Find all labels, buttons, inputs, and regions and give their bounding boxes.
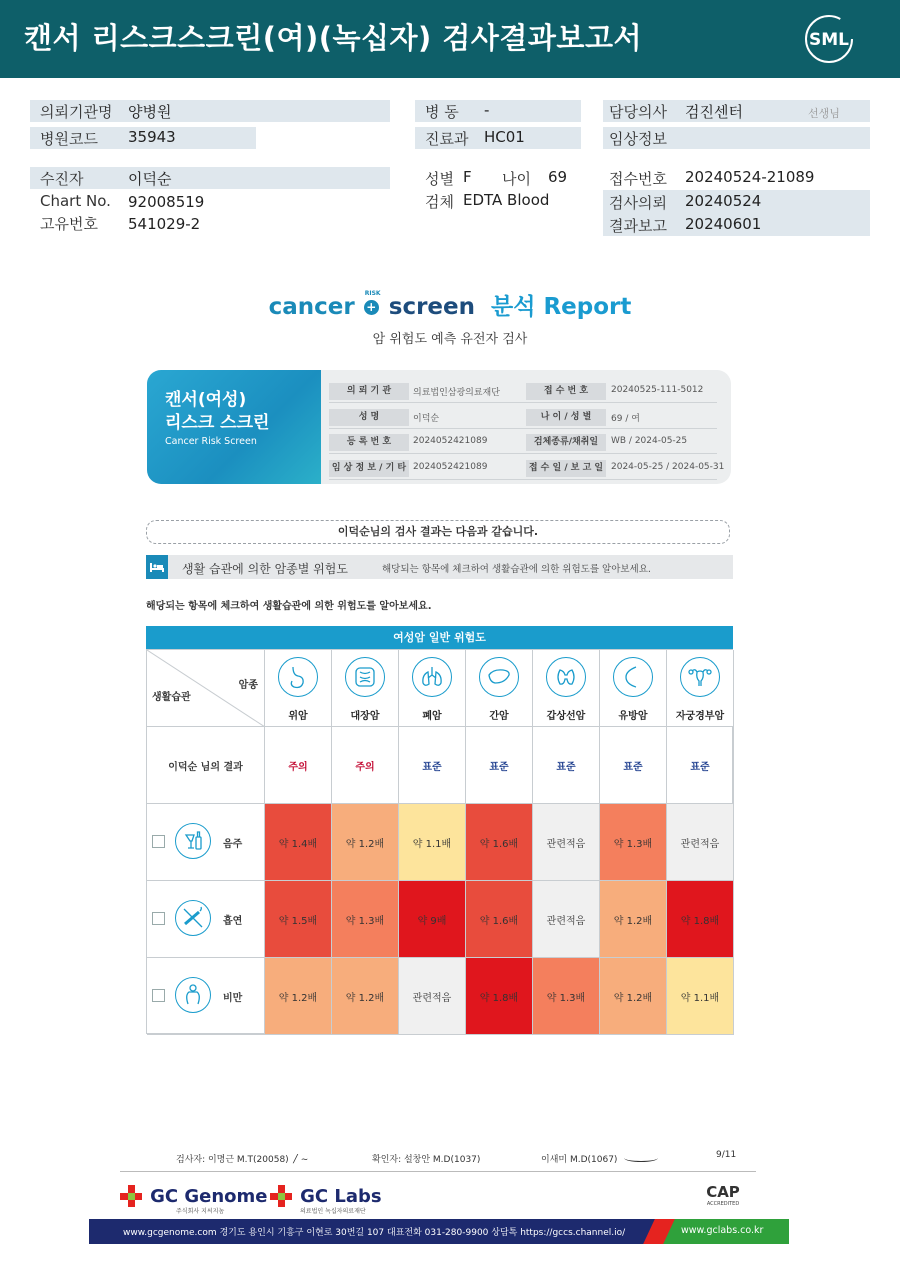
hospital-code-value: 35943 xyxy=(128,128,176,146)
plus-icon: + xyxy=(364,300,379,315)
habit-checkbox[interactable] xyxy=(152,912,165,925)
risk-cell xyxy=(332,804,399,881)
confirmer2-signature xyxy=(541,1152,658,1165)
report-title: 캔서 리스크스크린(여)(녹십자) 검사결과보고서 xyxy=(24,21,642,55)
risk-value: 약 1.6배 xyxy=(479,838,519,850)
ward-label: 병 동 xyxy=(425,103,459,121)
card-value: 이덕순 xyxy=(413,413,440,424)
page-number: 9/11 xyxy=(716,1150,737,1160)
age-label: 나이 xyxy=(502,170,531,188)
risk-cell xyxy=(466,958,533,1035)
card-label: 접 수 일 / 보 고 일 xyxy=(526,460,606,477)
cancer-name: 자궁경부암 xyxy=(675,711,725,722)
institution-value: 양병원 xyxy=(128,103,172,121)
brand-logo xyxy=(0,288,900,321)
doctor-value: 검진센터 xyxy=(685,103,743,121)
result-value: 주의 xyxy=(288,761,308,773)
risk-cell xyxy=(466,804,533,881)
risk-cell xyxy=(600,804,667,881)
result-cell xyxy=(466,727,533,804)
stomach-icon xyxy=(278,657,318,697)
risk-table-title: 여성암 일반 위험도 xyxy=(146,626,733,649)
receipt-number: 20240524-21089 xyxy=(685,168,815,186)
unique-number: 541029-2 xyxy=(128,215,201,233)
result-notice: 이덕순님의 검사 결과는 다음과 같습니다. xyxy=(146,520,730,544)
gc-labs-sub: 의료법인 녹십자의료재단 xyxy=(300,1208,366,1215)
risk-cell xyxy=(533,881,600,958)
cap-accredited-logo xyxy=(688,1183,758,1215)
card-value: 2024052421089 xyxy=(413,436,488,446)
patient-name: 이덕순 xyxy=(128,170,172,188)
risk-value: 약 9배 xyxy=(417,915,447,927)
cancer-name: 위암 xyxy=(288,711,308,722)
card-row xyxy=(329,429,717,454)
gc-genome-sub: 주식회사 지씨지놈 xyxy=(176,1208,225,1215)
habit-row-label xyxy=(147,804,265,881)
habit-name: 비만 xyxy=(223,993,243,1004)
risk-value: 약 1.4배 xyxy=(278,838,318,850)
card-row xyxy=(329,455,725,480)
result-cell xyxy=(399,727,466,804)
cancer-name: 대장암 xyxy=(350,711,380,722)
result-label-text: 이덕순 님의 결과 xyxy=(168,761,243,773)
risk-value: 약 1.8배 xyxy=(479,992,519,1004)
cancer-header xyxy=(332,650,399,727)
habit-checkbox[interactable] xyxy=(152,989,165,1002)
gc-genome-name: GC Genome xyxy=(150,1185,268,1207)
risk-value: 약 1.1배 xyxy=(412,838,452,850)
risk-value: 약 1.2배 xyxy=(345,838,385,850)
risk-value: 관련적음 xyxy=(680,838,720,850)
card-row xyxy=(329,378,717,403)
chart-label: Chart No. xyxy=(40,192,111,210)
risk-value: 약 1.8배 xyxy=(680,915,720,927)
corner-cancer-label: 암종 xyxy=(238,680,258,691)
brand-risk-mark xyxy=(363,290,381,314)
card-label: 임 상 정 보 / 기 타 xyxy=(329,460,409,477)
thyroid-icon xyxy=(546,657,586,697)
risk-value: 약 1.5배 xyxy=(278,915,318,927)
receipt-label: 접수번호 xyxy=(609,170,667,188)
dept-label: 진료과 xyxy=(425,130,469,148)
unique-label: 고유번호 xyxy=(40,215,98,233)
section-header xyxy=(146,555,733,579)
risk-cell xyxy=(533,804,600,881)
result-value: 표준 xyxy=(422,761,442,773)
card-label: 나 이 / 성 별 xyxy=(526,409,606,426)
risk-cell xyxy=(399,804,466,881)
cancer-name: 간암 xyxy=(489,711,509,722)
confirmer-signature xyxy=(372,1152,480,1165)
footer-site: www.gclabs.co.kr xyxy=(681,1225,764,1236)
gc-labs-name: GC Labs xyxy=(300,1185,382,1207)
chart-number: 92008519 xyxy=(128,193,205,211)
risk-value: 약 1.3배 xyxy=(345,915,385,927)
result-row-label xyxy=(147,727,265,804)
risk-cell xyxy=(667,881,734,958)
sex-label: 성별 xyxy=(425,170,454,188)
result-cell xyxy=(265,727,332,804)
report-date: 20240601 xyxy=(685,215,762,233)
sml-logo-text: SML xyxy=(809,30,849,50)
alcohol-icon xyxy=(175,823,211,859)
patient-label: 수진자 xyxy=(40,170,84,188)
footer-bar xyxy=(89,1219,789,1244)
habit-row-label xyxy=(147,881,265,958)
patient-row xyxy=(30,167,390,189)
card-label: 등 록 번 호 xyxy=(329,434,409,451)
report-header xyxy=(0,0,900,78)
gc-labs-cross-icon xyxy=(270,1185,292,1207)
result-value: 표준 xyxy=(690,761,710,773)
card-title-line2: 리스크 스크린 xyxy=(165,413,270,433)
hospital-code-label: 병원코드 xyxy=(40,130,98,148)
gc-cross-icon xyxy=(120,1185,142,1207)
brand-screen: screen xyxy=(388,294,475,320)
cancer-header xyxy=(667,650,734,727)
cancer-header xyxy=(265,650,332,727)
habit-row-label xyxy=(147,958,265,1035)
sml-logo xyxy=(804,14,854,64)
request-label: 검사의뢰 xyxy=(609,194,667,212)
request-date: 20240524 xyxy=(685,192,762,210)
risk-cell xyxy=(265,958,332,1035)
risk-value: 관련적음 xyxy=(546,838,586,850)
result-value: 표준 xyxy=(556,761,576,773)
risk-cell xyxy=(265,881,332,958)
cap-text: CAP xyxy=(706,1183,740,1201)
colon-icon xyxy=(345,657,385,697)
gc-genome-logo xyxy=(120,1185,267,1207)
risk-value: 약 1.2배 xyxy=(278,992,318,1004)
doctor-suffix: 선생님 xyxy=(808,107,840,120)
gc-labs-logo xyxy=(270,1185,382,1207)
info-card xyxy=(147,370,731,484)
cancer-name: 유방암 xyxy=(618,711,648,722)
risk-value: 약 1.3배 xyxy=(546,992,586,1004)
cancer-name: 갑상선암 xyxy=(546,711,586,722)
cancer-header xyxy=(600,650,667,727)
obesity-icon xyxy=(175,977,211,1013)
risk-value: 약 1.2배 xyxy=(613,992,653,1004)
risk-cell xyxy=(667,958,734,1035)
risk-cell xyxy=(332,881,399,958)
cancer-name: 폐암 xyxy=(422,711,442,722)
risk-cell xyxy=(667,804,734,881)
card-value: 20240525-111-5012 xyxy=(611,385,704,395)
liver-icon xyxy=(479,657,519,697)
age-value: 69 xyxy=(548,168,568,186)
habit-name: 흡연 xyxy=(223,916,243,927)
breast-icon xyxy=(613,657,653,697)
card-label: 접 수 번 호 xyxy=(526,383,606,400)
risk-cell xyxy=(399,958,466,1035)
risk-cell xyxy=(332,958,399,1035)
specimen-value: EDTA Blood xyxy=(463,191,550,209)
instruction-text: 해당되는 항목에 체크하여 생활습관에 의한 위험도를 알아보세요. xyxy=(146,601,432,612)
table-corner xyxy=(147,650,265,727)
card-label: 검체종류/채취일 xyxy=(526,434,606,451)
smoking-icon xyxy=(175,900,211,936)
signature-squiggle xyxy=(624,1154,658,1162)
result-value: 표준 xyxy=(489,761,509,773)
habit-name: 음주 xyxy=(223,839,243,850)
cancer-header xyxy=(399,650,466,727)
card-value: 의료법인삼광의료재단 xyxy=(413,388,500,398)
risk-value: 약 1.2배 xyxy=(345,992,385,1004)
risk-value: 관련적음 xyxy=(412,992,452,1004)
result-value: 주의 xyxy=(355,761,375,773)
risk-value: 약 1.6배 xyxy=(479,915,519,927)
confirmer-text: 확인자: 설창안 M.D(1037) xyxy=(372,1155,481,1165)
risk-value: 약 1.2배 xyxy=(613,915,653,927)
dept-value: HC01 xyxy=(484,128,525,146)
card-banner xyxy=(147,370,321,484)
result-cell xyxy=(533,727,600,804)
risk-value: 약 1.3배 xyxy=(613,838,653,850)
card-row xyxy=(329,404,717,429)
section-note: 해당되는 항목에 체크하여 생활습관에 의한 위험도를 알아보세요. xyxy=(382,564,651,575)
result-cell xyxy=(600,727,667,804)
doctor-label: 담당의사 xyxy=(609,103,667,121)
footer-divider xyxy=(120,1171,756,1172)
brand-subtitle: 암 위험도 예측 유전자 검사 xyxy=(372,332,528,347)
tester-sign: / ~ xyxy=(293,1152,309,1165)
card-value: WB / 2024-05-25 xyxy=(611,436,688,446)
card-value: 2024052421089 xyxy=(413,461,488,472)
result-cell xyxy=(332,727,399,804)
card-title-line1: 캔서(여성) xyxy=(165,390,247,410)
risk-cell xyxy=(466,881,533,958)
risk-cell xyxy=(399,881,466,958)
risk-cell xyxy=(533,958,600,1035)
tester-text: 검사자: 이명근 M.T(20058) xyxy=(176,1155,289,1165)
card-value: 69 / 여 xyxy=(611,413,640,424)
brand-cancer: cancer xyxy=(268,294,355,320)
uterus-icon xyxy=(680,657,720,697)
clinical-label: 임상정보 xyxy=(609,130,667,148)
result-cell xyxy=(667,727,734,804)
brand-report: 분석 Report xyxy=(491,294,632,320)
risk-table xyxy=(146,649,733,1034)
confirmer2-text: 이새미 M.D(1067) xyxy=(541,1155,618,1165)
card-subtitle: Cancer Risk Screen xyxy=(165,436,257,447)
result-value: 표준 xyxy=(623,761,643,773)
risk-cell xyxy=(600,958,667,1035)
card-label: 의 뢰 기 관 xyxy=(329,383,409,400)
sex-value: F xyxy=(463,168,472,186)
corner-habit-label: 생활습관 xyxy=(152,692,191,703)
specimen-label: 검체 xyxy=(425,193,454,211)
section-title: 생활 습관에 의한 암종별 위험도 xyxy=(182,562,348,576)
institution-label: 의뢰기관명 xyxy=(40,103,113,121)
risk-cell xyxy=(600,881,667,958)
cap-sub: ACCREDITED xyxy=(706,1201,740,1207)
risk-value: 관련적음 xyxy=(546,915,586,927)
footer-address: www.gcgenome.com 경기도 용인시 기흥구 이현로 30번길 107 대표전화 031-280-9900 상담톡 https://gccs.channel.io/ xyxy=(123,1228,626,1238)
cancer-header xyxy=(533,650,600,727)
lung-icon xyxy=(412,657,452,697)
bed-icon xyxy=(146,555,168,579)
brand-risk-text: RISK xyxy=(364,290,381,297)
risk-value: 약 1.1배 xyxy=(680,992,720,1004)
risk-cell xyxy=(265,804,332,881)
cancer-header xyxy=(466,650,533,727)
report-date-label: 결과보고 xyxy=(609,217,667,235)
habit-checkbox[interactable] xyxy=(152,835,165,848)
card-value: 2024-05-25 / 2024-05-31 xyxy=(611,461,725,472)
tester-signature xyxy=(176,1152,308,1165)
card-label: 성 명 xyxy=(329,409,409,426)
ward-value: - xyxy=(484,101,490,119)
